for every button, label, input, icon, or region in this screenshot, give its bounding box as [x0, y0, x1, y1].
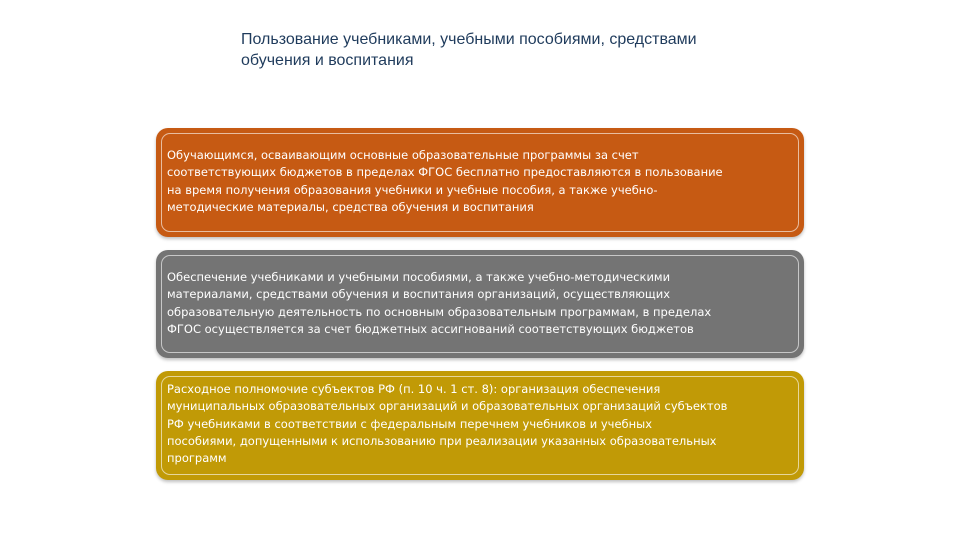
box-text: Обучающимся, осваивающим основные образовательные программы за счет соответствующих бюджетов в пределах ФГОС бесплатно предоставляются в пользование на время получения образования учебники и учебные пособия, а также учебно- методические материалы, средства обучения и воспитания	[167, 148, 723, 214]
info-box-budget-provision	[156, 250, 804, 358]
box-text: Расходное полномочие субъектов РФ (п. 10 ч. 1 ст. 8): организация обеспечения муниципальных образовательных организаций и образовательных организаций субъектов РФ учебниками в соответствии с федеральным перечнем учебников и учебных пособиями, допущенными к использованию при реализации указанных образовательных программ	[167, 382, 728, 466]
slide-title: Пользование учебниками, учебными пособиями, средствами обучения и воспитания	[241, 31, 697, 69]
box-text: Обеспечение учебниками и учебными пособиями, а также учебно-методическими материалами, средствами обучения и воспитания организаций, осуществляющих образовательную деятельность по основным образовательным программам, в пределах ФГОС осуществляется за счет бюджетных ассигнований соответствующих бюджетов	[167, 270, 712, 336]
info-box-regional-authority	[156, 371, 804, 480]
info-box-free-textbooks	[156, 128, 804, 237]
